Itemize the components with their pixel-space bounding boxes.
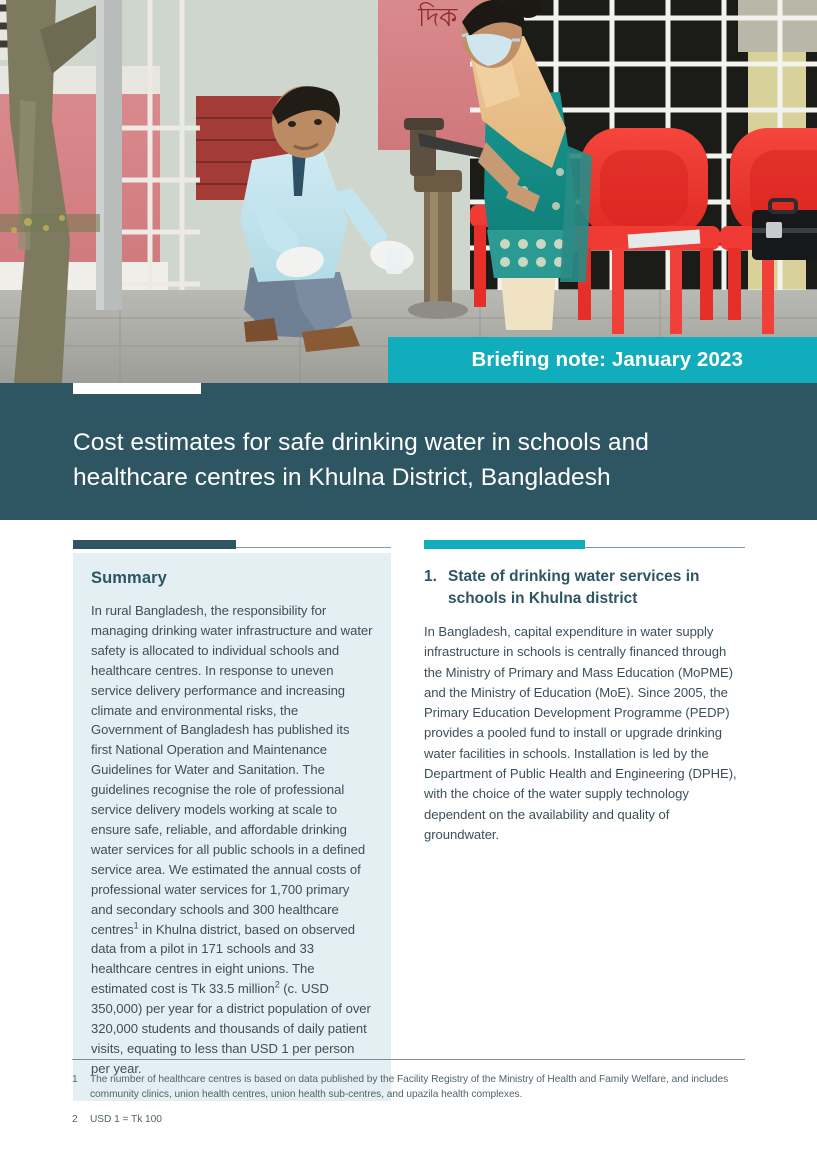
footnote-number: 1 bbox=[72, 1074, 78, 1085]
section-body: In Bangladesh, capital expenditure in water supply infrastructure in schools is centrally financed through the Ministry of Primary and Mass Education (MoPME) and the Ministry of Education (MoE). Since 2005, the Primary Education Development Programme (PEDP) provides a pooled fund to install or upgrade drinking water facilities in schools. Installation is led by the Department of Public Health and Engineering (DPHE), with the choice of the water supply technology dependent on the availability and quality of groundwater. bbox=[424, 624, 737, 842]
footnote-number: 2 bbox=[72, 1113, 78, 1125]
section-column bbox=[424, 540, 745, 845]
footnotes bbox=[72, 1072, 762, 1136]
hero-photo-illustration bbox=[0, 0, 817, 383]
summary-heading: Summary bbox=[91, 569, 167, 587]
briefing-date-ribbon bbox=[388, 337, 817, 383]
summary-body bbox=[91, 601, 373, 1079]
wall-sign-text: দিক bbox=[418, 3, 458, 33]
footnote-item bbox=[72, 1072, 762, 1103]
hero-photo bbox=[0, 0, 817, 383]
summary-column bbox=[73, 540, 391, 1101]
footnote-text: The number of healthcare centres is based on data published by the Facility Registry of the Ministry of Health and Family Welfare, and includes community clinics, union health centres, union health sub-centres, and upazila health complexes. bbox=[90, 1074, 729, 1101]
footnote-text: USD 1 = Tk 100 bbox=[90, 1113, 162, 1125]
briefing-date-label: Briefing note: January 2023 bbox=[471, 348, 743, 371]
summary-box bbox=[73, 553, 391, 1101]
title-band-notch bbox=[73, 383, 201, 394]
summary-footnote-ref-1: 1 bbox=[133, 920, 139, 931]
page-title: Cost estimates for safe drinking water in schools and healthcare centres in Khulna District, Bangladesh bbox=[73, 429, 649, 491]
section-heading-text: State of drinking water services in schools in Khulna district bbox=[448, 568, 700, 607]
footnote-item bbox=[72, 1112, 762, 1127]
section-accent-rule bbox=[424, 540, 745, 550]
summary-footnote-ref-2: 2 bbox=[274, 979, 280, 990]
section-heading bbox=[424, 566, 745, 609]
section-number: 1. bbox=[424, 568, 437, 585]
summary-thick-rule bbox=[73, 540, 236, 549]
summary-body-part3: (c. USD 350,000) per year for a district population of over 320,000 students and thousands of daily patient visits, equating to less than USD 1 per person per year. bbox=[91, 981, 371, 1076]
summary-body-part1: In rural Bangladesh, the responsibility for managing drinking water infrastructure and water safety is allocated to individual schools and healthcare centres. In response to uneven service delivery performance and increasing climate and environmental risks, the Government of Bangladesh has published its first National Operation and Maintenance Guidelines for Water and Sanitation. The guidelines recognise the role of professional service delivery models working at scale to ensure safe, reliable, and affordable drinking water services for all public schools in a defined service area. We estimated the annual costs of professional water services for 1,700 primary and secondary schools and 300 healthcare centres bbox=[91, 603, 373, 937]
summary-body-part2: in Khulna district, based on observed data from a pilot in 171 schools and 33 healthcare centres in eight unions. The estimated cost is Tk 33.5 million bbox=[91, 921, 356, 997]
footnote-separator bbox=[72, 1059, 745, 1060]
section-thick-rule bbox=[424, 540, 585, 549]
summary-accent-rule bbox=[73, 540, 391, 550]
